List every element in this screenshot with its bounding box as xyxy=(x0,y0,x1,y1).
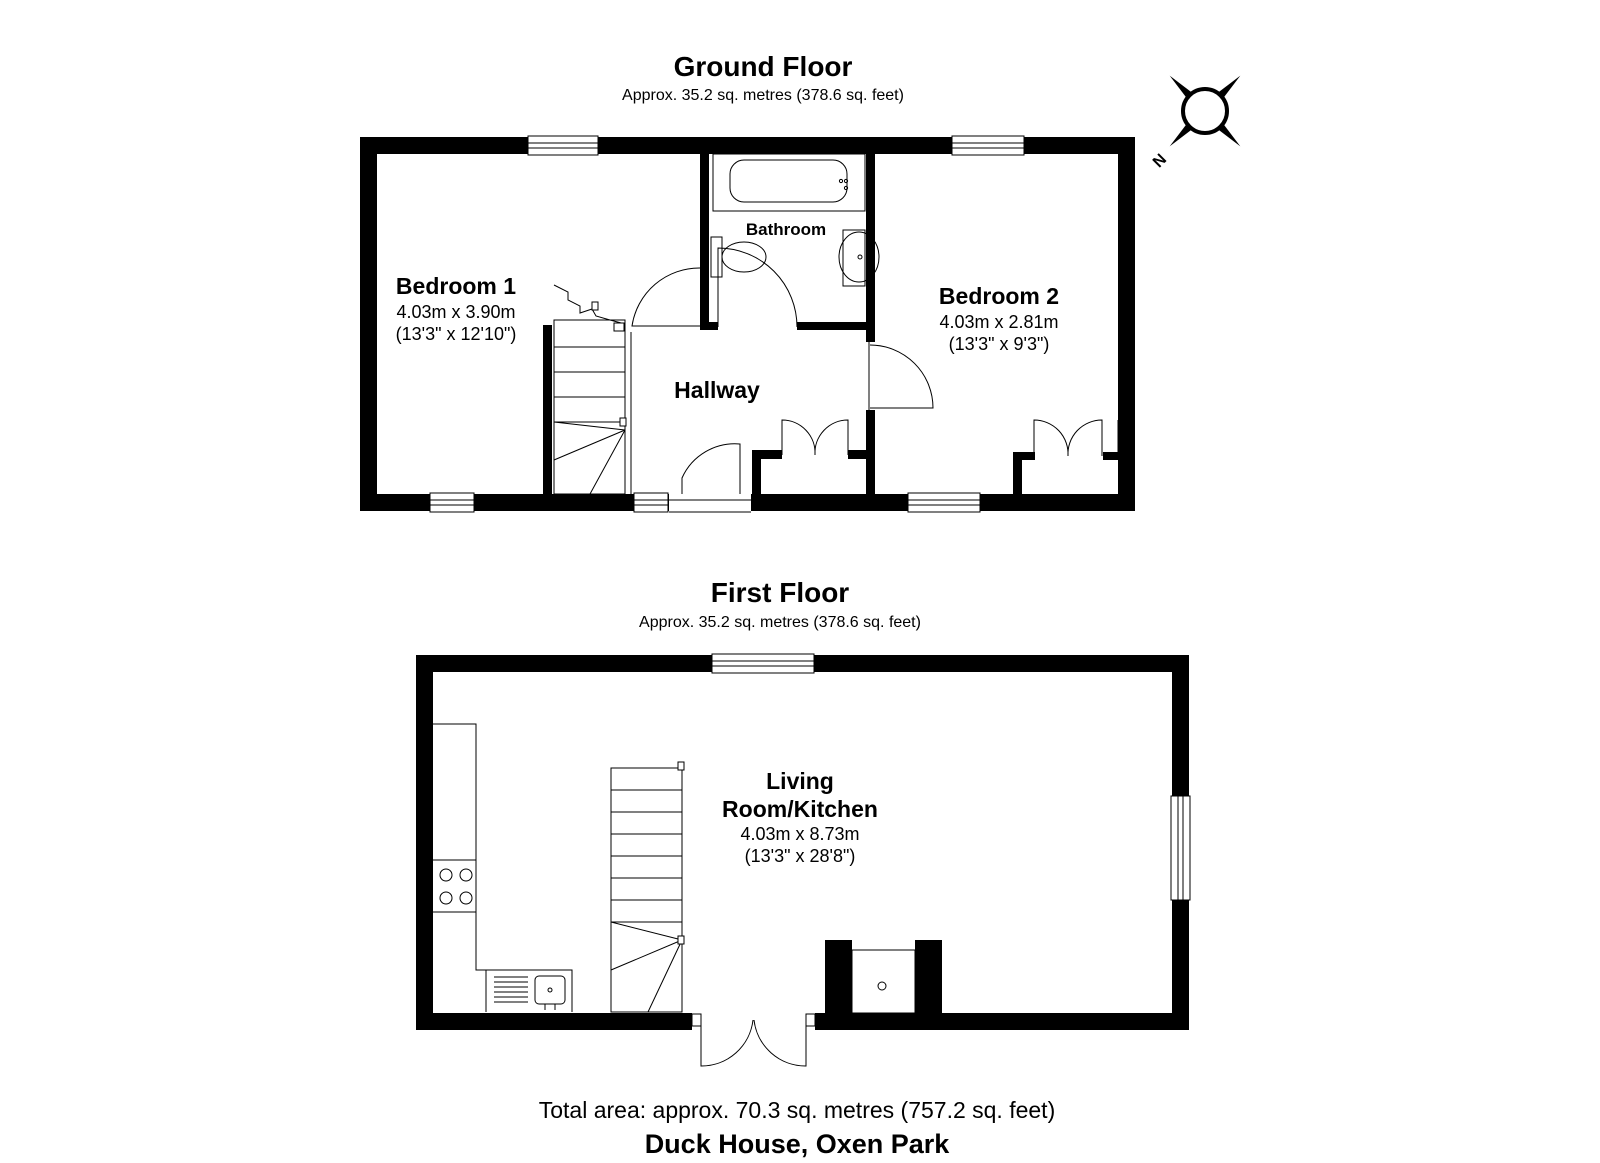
room-dim-bedroom2-metric: 4.03m x 2.81m xyxy=(939,312,1059,332)
room-dim-living-metric: 4.03m x 8.73m xyxy=(740,824,860,844)
room-dim-living-imperial: (13'3" x 28'8") xyxy=(744,846,856,866)
total-area: Total area: approx. 70.3 sq. metres (757.2 sq. feet) xyxy=(538,1097,1056,1123)
ground-floor-area: Approx. 35.2 sq. metres (378.6 sq. feet) xyxy=(622,87,904,104)
bedroom1-door-swing xyxy=(632,268,700,326)
front-door-gap xyxy=(669,492,751,513)
first-floor-area: Approx. 35.2 sq. metres (378.6 sq. feet) xyxy=(639,614,921,631)
kitchen-worktop xyxy=(433,724,572,1012)
room-dim-bedroom1-imperial: (13'3" x 12'10") xyxy=(395,324,517,344)
window-living-top xyxy=(712,654,814,673)
window-bedroom1-top xyxy=(528,136,598,155)
bathroom-door-swing xyxy=(718,248,797,327)
room-dim-bedroom1-metric: 4.03m x 3.90m xyxy=(396,302,516,322)
room-label-hallway: Hallway xyxy=(674,377,760,403)
first-floor-plan xyxy=(416,577,1190,1066)
property-address: Duck House, Oxen Park xyxy=(644,1129,950,1159)
ground-stairs xyxy=(554,285,626,494)
front-door-swing xyxy=(682,444,740,494)
bedroom2-wardrobe xyxy=(1013,420,1119,495)
bedroom1-stairs-wall xyxy=(543,325,552,495)
ground-left-wall xyxy=(360,137,377,511)
bathtub-icon xyxy=(713,154,865,211)
sink-icon xyxy=(494,976,565,1010)
room-label-living-line2: Room/Kitchen xyxy=(722,796,878,822)
room-label-bedroom2: Bedroom 2 xyxy=(938,283,1060,309)
window-bedroom2-top xyxy=(952,136,1024,155)
french-doors xyxy=(692,1014,815,1066)
window-hallway-bottom xyxy=(634,493,668,512)
bathroom-bottom-wall xyxy=(797,322,875,330)
room-label-living-line1: Living xyxy=(766,768,834,794)
first-bottom-wall-right xyxy=(815,1013,1189,1030)
bathroom-left-wall xyxy=(700,154,709,329)
ground-right-wall xyxy=(1118,137,1135,511)
bathroom-right-wall xyxy=(866,154,875,330)
window-bedroom2-bottom xyxy=(908,493,980,512)
toilet-icon xyxy=(711,237,766,277)
hob-icon xyxy=(440,869,472,904)
hallway-cupboard xyxy=(752,420,868,495)
first-left-wall xyxy=(416,655,433,1030)
stove-icon xyxy=(825,940,942,1013)
first-bottom-wall-left xyxy=(416,1013,692,1030)
ground-floor-plan xyxy=(360,51,1135,513)
first-floor-title: First Floor xyxy=(710,577,850,608)
first-stairs xyxy=(611,762,684,1012)
room-dim-bedroom2-imperial: (13'3" x 9'3") xyxy=(948,334,1050,354)
window-bedroom1-bottom xyxy=(430,493,474,512)
window-living-right xyxy=(1171,796,1190,900)
bedroom2-door-swing xyxy=(870,345,933,408)
ground-floor-title: Ground Floor xyxy=(673,51,853,82)
room-label-bathroom: Bathroom xyxy=(745,220,827,239)
room-label-bedroom1: Bedroom 1 xyxy=(395,273,517,299)
compass-north-label: N xyxy=(1149,150,1171,172)
